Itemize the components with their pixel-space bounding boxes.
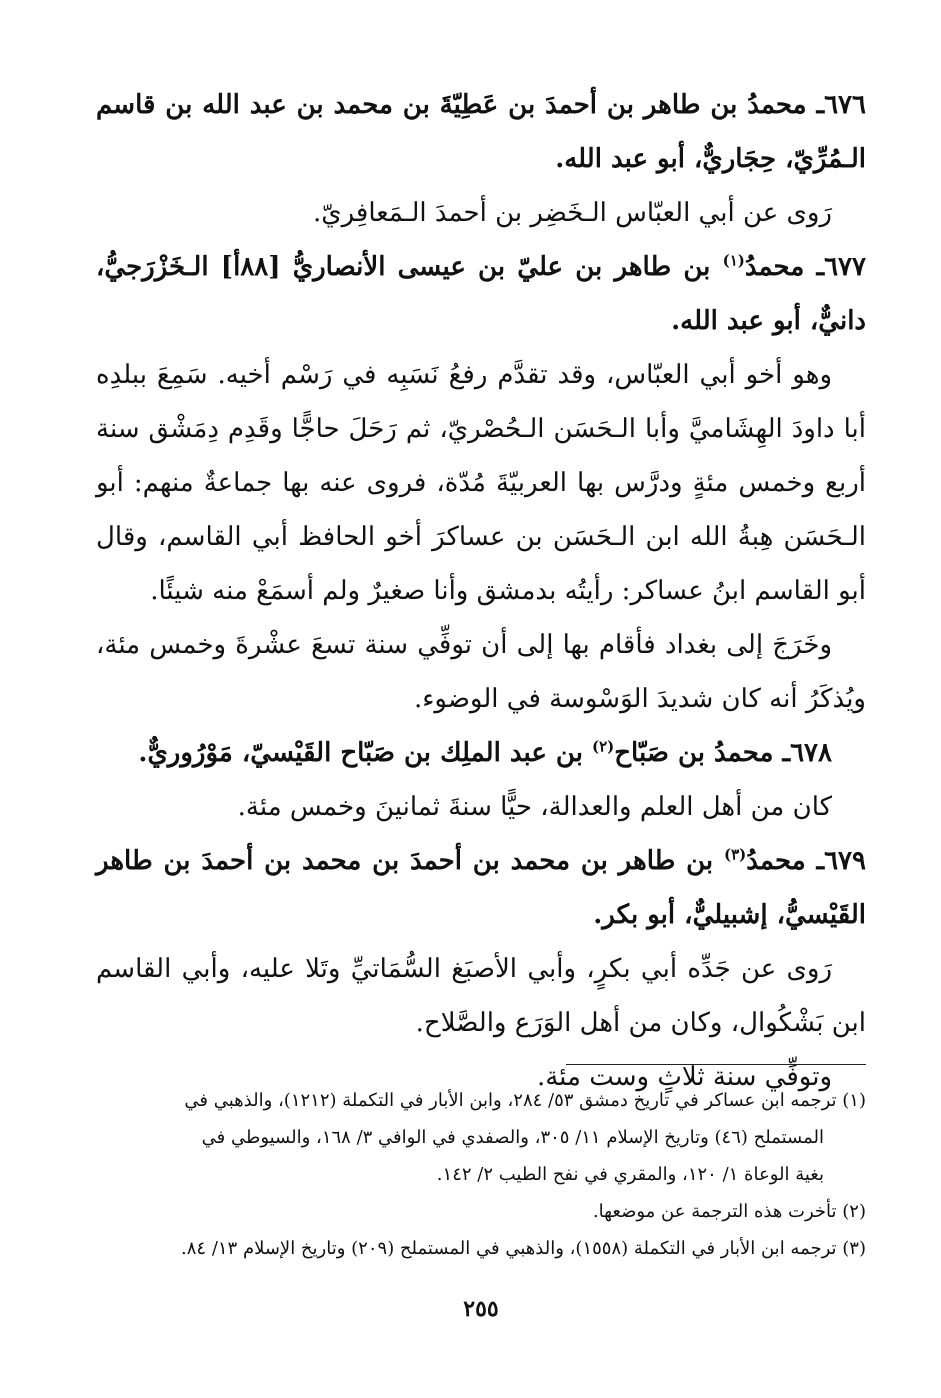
footnote-ref-1[interactable]: (١) xyxy=(722,251,745,270)
entry-676-heading: ٦٧٦ـ محمدُ بن طاهر بن أحمدَ بن عَطِيّةَ بن محمد بن عبد الله بن قاسم الـمُرِّيّ، حِجَاريٌّ، أبو عبد الله. xyxy=(96,90,866,174)
entry-679-heading xyxy=(96,834,866,942)
entry-677-number: ٦٧٧ـ محمدُ xyxy=(744,252,866,282)
footnote-2: (٢) تأخرت هذه الترجمة عن موضعها. xyxy=(592,1201,866,1222)
book-page xyxy=(96,78,866,1368)
footnote-ref-2[interactable]: (٢) xyxy=(591,737,615,756)
footnote-1-line-3: بغية الوعاة ١/ ١٢٠، والمقري في نفح الطيب ٢/ ١٤٢. xyxy=(436,1164,824,1185)
entry-677-name: بن طاهر بن عليّ بن عيسى الأنصاريُّ [٨٨أ] الـخَزْرَجيُّ، دانيٌّ، أبو عبد الله. xyxy=(96,252,866,336)
main-text xyxy=(96,78,866,1104)
entry-679-body-1: رَوى عن جَدِّه أبي بكرٍ، وأبي الأصبَغ السُّمَاتيِّ وتَلا عليه، وأبي القاسم ابن بَشْكُوال، وكان من أهل الوَرَع والصَّلاح. xyxy=(96,954,866,1038)
footnotes xyxy=(96,1082,866,1267)
footnote-divider xyxy=(566,1064,866,1065)
entry-677-body-1: وهو أخو أبي العبّاس، وقد تقدَّم رفعُ نَسَبِه في رَسْم أخيه. سَمِعَ ببلدِه أبا داودَ الهِشَاميَّ وأبا الـحَسَن الـحُصْريّ، ثم رَحَلَ حاجًّا وقَدِم دِمَشْق سنة أربع وخمس مئةٍ ودرَّس بها العربيّةَ مُدّة، فروى عنه بها جماعةٌ منهم: أبو الـحَسَن هِبةُ الله ابن الـحَسَن بن عساكرَ أخو الحافظ أبي القاسم، وقال أبو القاسم ابنُ عساكر: رأيتُه بدمشق وأنا صغيرٌ ولم أسمَعْ منه شيئًا. xyxy=(96,360,866,606)
entry-678-heading xyxy=(96,726,866,780)
entry-679-name: بن طاهر بن محمد بن أحمدَ بن محمد بن أحمدَ بن طاهر القَيْسيُّ، إشبيليٌّ، أبو بكر. xyxy=(96,846,866,930)
entry-676-body: رَوى عن أبي العبّاس الـخَضِر بن أحمدَ الـمَعافِريّ. xyxy=(312,198,832,228)
entry-678-number: ٦٧٨ـ محمدُ بن صَبّاح xyxy=(614,738,832,768)
page-number: ٢٥٥ xyxy=(463,1296,499,1322)
entry-677-body-2: وخَرَجَ إلى بغداد فأقام بها إلى أن توفِّي سنة تسعَ عشْرةَ وخمس مئة، ويُذكَرُ أنه كان شديدَ الوَسْوسة في الوضوء. xyxy=(96,630,866,714)
entry-679-number: ٦٧٩ـ محمدُ xyxy=(746,846,866,876)
entry-677-heading xyxy=(96,240,866,348)
footnote-1-line-1: (١) ترجمه ابن عساكر في تاريخ دمشق ٥٣/ ٢٨٤، وابن الأبار في التكملة (١٢١٢)، والذهبي في xyxy=(184,1090,866,1111)
footnote-3: (٣) ترجمه ابن الأبار في التكملة (١٥٥٨)، والذهبي في المستملح (٢٠٩) وتاريخ الإسلام ١٣/ ٨٤. xyxy=(181,1238,866,1259)
entry-679-body-2: وتوفِّي سنة ثلاثٍ وست مئة. xyxy=(536,1062,832,1092)
footnote-1-line-2: المستملح (٤٦) وتاريخ الإسلام ١١/ ٣٠٥، والصفدي في الوافي ٣/ ١٦٨، والسيوطي في xyxy=(201,1127,824,1148)
entry-678-name: بن عبد الملِك بن صَبّاح القَيْسيّ، مَوْرُوريٌّ. xyxy=(138,738,592,768)
entry-678-body: كان من أهل العلم والعدالة، حيًّا سنةَ ثمانينَ وخمس مئة. xyxy=(237,792,832,822)
footnote-ref-3[interactable]: (٣) xyxy=(723,845,747,864)
